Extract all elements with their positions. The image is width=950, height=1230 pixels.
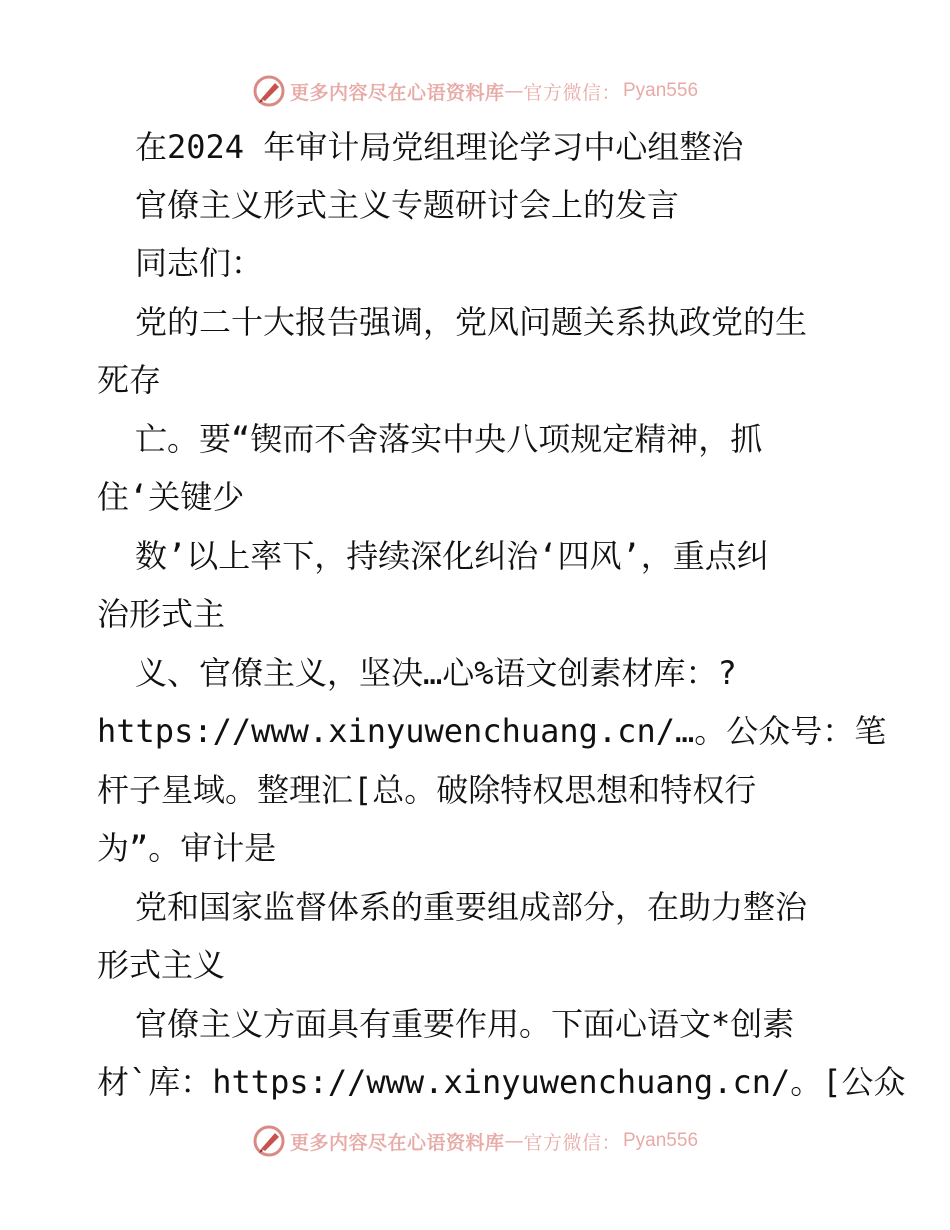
watermark-official-label: 官方微信： [523,81,621,104]
title-line-1: 在2024 年审计局党组理论学习中心组整治 [135,128,744,166]
body-line: 治形式主 [97,595,226,633]
body-line: 杆子星域。整理汇[总。破除特权思想和特权行 [97,771,757,809]
body-line: 住‘关键少 [97,478,245,516]
body-line: 材`库：https://www.xinyuwenchuang.cn/。[公众 [97,1063,906,1101]
body-line: 党的二十大报告强调，党风问题关系执政党的生 [135,303,808,341]
watermark-wechat-id: Pyan556 [623,1130,699,1151]
body-line: 亡。要“锲而不舍落实中央八项规定精神，抓 [135,420,763,458]
watermark-dash: — [504,80,524,102]
watermark-dash: — [504,1130,524,1152]
header-watermark [0,71,950,111]
body-line: 官僚主义方面具有重要作用。下面心语文*创素 [135,1005,795,1043]
watermark-official-label: 官方微信： [523,1131,621,1154]
body-line: 形式主义 [97,946,226,984]
watermark-wechat-id: Pyan556 [623,80,699,101]
body-line: https://www.xinyuwenchuang.cn/…。公众号：笔 [97,712,887,750]
pen-badge-icon [252,74,286,108]
salutation: 同志们： [135,244,264,282]
footer-watermark [0,1121,950,1161]
pen-badge-icon [252,1124,286,1158]
title-line-2: 官僚主义形式主义专题研讨会上的发言 [135,186,680,224]
body-line: 党和国家监督体系的重要组成部分，在助力整治 [135,888,808,926]
body-line: 死存 [97,361,162,399]
watermark-text: 更多内容尽在心语资料库 [289,1131,505,1154]
body-line: 数’以上率下，持续深化纠治‘四风’，重点纠 [135,537,769,575]
body-line: 义、官僚主义，坚决…心%语文创素材库：? [135,654,737,692]
watermark-text: 更多内容尽在心语资料库 [289,81,505,104]
body-line: 为”。审计是 [97,829,277,867]
